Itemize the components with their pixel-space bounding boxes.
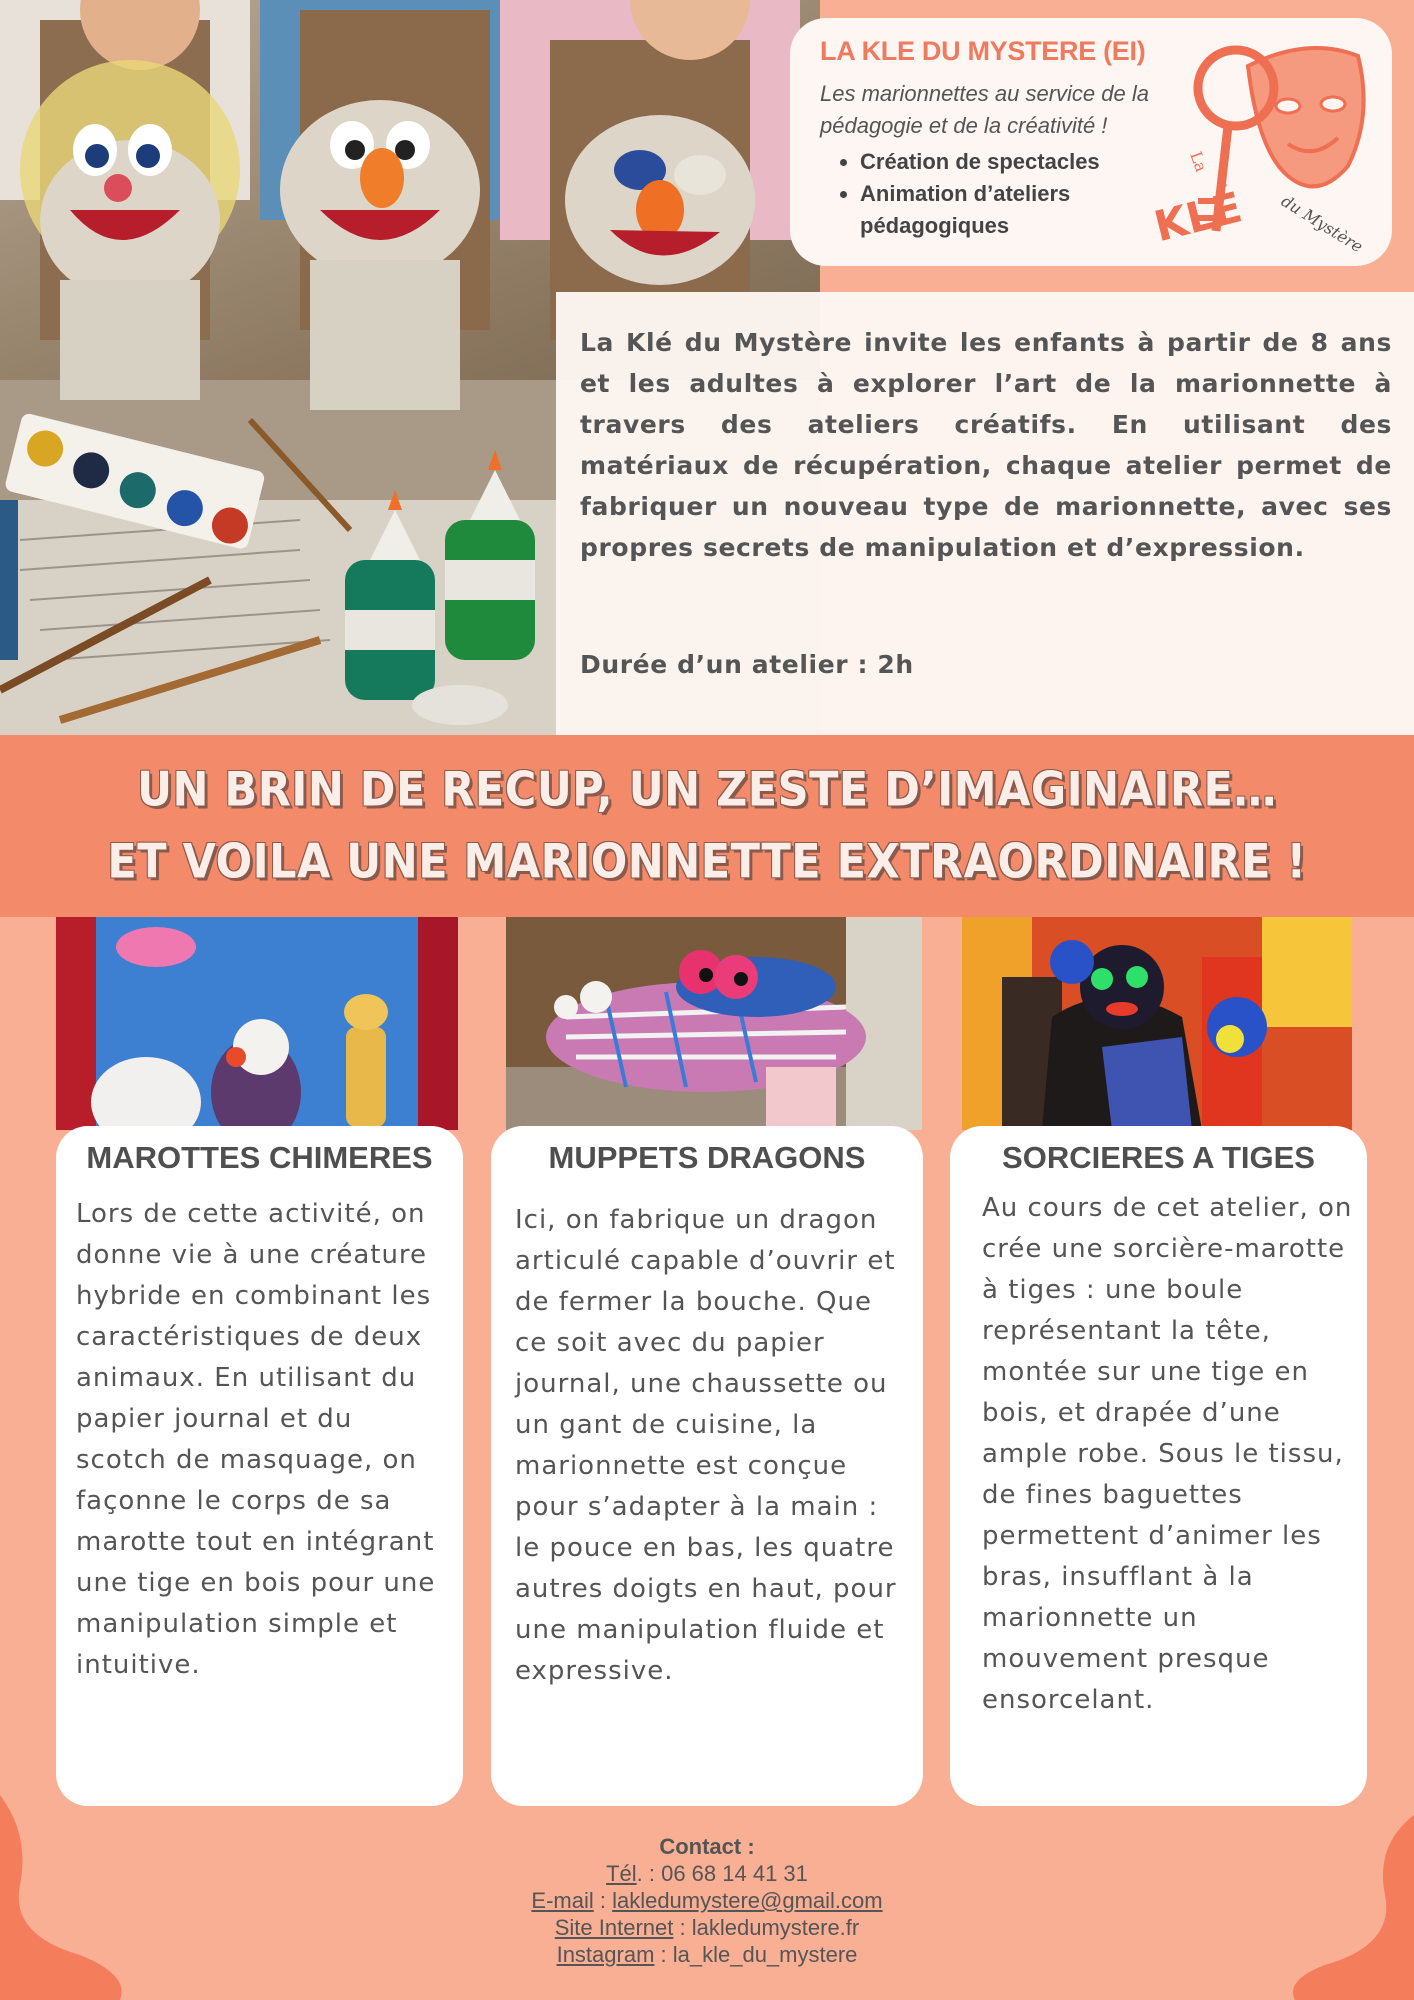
logo-script-text: du Mystère — [1277, 191, 1367, 257]
website-label: Site Internet — [554, 1915, 674, 1940]
slogan-line-2: ET VOILA UNE MARIONNETTE EXTRAORDINAIRE ! — [107, 834, 1307, 890]
email-separator: : — [593, 1888, 613, 1913]
activity-card-marottes — [56, 1126, 463, 1806]
contact-website — [0, 1914, 1414, 1941]
activity-title: SORCIERES A TIGES — [1002, 1140, 1315, 1175]
activity-title: MUPPETS DRAGONS — [548, 1140, 866, 1175]
contact-phone — [0, 1860, 1414, 1887]
slogan-banner — [0, 735, 1414, 917]
phone-label: Tél — [606, 1861, 637, 1886]
activity-card-muppets — [491, 1126, 923, 1806]
email-link[interactable]: lakledumystere@gmail.com — [612, 1888, 883, 1913]
slogan-line-1: UN BRIN DE RECUP, UN ZESTE D’IMAGINAIRE… — [137, 762, 1277, 818]
service-item-workshops: • Animation d’ateliers pédagogiques — [860, 178, 1160, 242]
workshop-duration: Durée d’un atelier : 2h — [580, 650, 914, 679]
activity-card-sorcieres — [950, 1126, 1367, 1806]
instagram-label: Instagram — [556, 1942, 655, 1967]
activity-description: Ici, on fabrique un dragon articulé capable d’ouvrir et de fermer la bouche. Que ce soit avec du papier journal, une chaussette ou un gant de cuisine, la marionnette est conçue pour s’adapter à la main : le pouce en bas, les quatre autres doigts en haut, pour une manipulation fluide et expressive. — [515, 1205, 897, 1686]
brand-card — [790, 18, 1392, 266]
photo-marottes-chimeres — [56, 917, 458, 1130]
logo-letters-la: La — [1186, 148, 1211, 175]
phone-value[interactable]: . : 06 68 14 41 31 — [636, 1861, 808, 1886]
email-label: E-mail — [531, 1888, 594, 1913]
instagram-handle[interactable]: : la_kle_du_mystere — [654, 1942, 858, 1967]
contact-instagram — [0, 1941, 1414, 1968]
services-list — [830, 146, 1160, 242]
intro-panel — [556, 292, 1414, 735]
brand-subtitle: Les marionnettes au service de la pédagogie et de la créativité ! — [820, 81, 1149, 138]
service-item-shows: • Création de spectacles — [860, 146, 1160, 178]
activity-title: MAROTTES CHIMERES — [86, 1140, 433, 1175]
activity-description: Au cours de cet atelier, on crée une sorcière-marotte à tiges : une boule représentant la tête, montée sur une tige en bois, et drapée d’une ample robe. Sous le tissu, de fines baguettes permettent d’animer les bras, insufflant à la marionnette un mouvement presque ensorcelant. — [982, 1193, 1353, 1715]
activity-description: Lors de cette activité, on donne vie à une créature hybride en combinant les caractéristiques de deux animaux. En utilisant du papier journal et du scotch de masquage, on façonne le corps de sa marotte tout en intégrant une tige en bois pour une manipulation simple et intuitive. — [76, 1199, 436, 1680]
contact-email — [0, 1887, 1414, 1914]
logo-letters-kle: KLÉ — [1149, 182, 1247, 252]
intro-text: La Klé du Mystère invite les enfants à partir de 8 ans et les adultes à explorer l’art de la marionnette à travers des ateliers créatifs. En utilisant des matériaux de récupération, chaque atelier permet de fabriquer un nouveau type de marionnette, avec ses propres secrets de manipulation et d’expression. — [580, 328, 1392, 562]
photo-muppets-dragons — [506, 917, 922, 1130]
brand-title: LA KLE DU MYSTERE (EI) — [820, 36, 1146, 66]
contact-block — [0, 1833, 1414, 1968]
photo-sorcieres-a-tiges — [962, 917, 1352, 1130]
website-link[interactable]: : lakledumystere.fr — [673, 1915, 860, 1940]
contact-heading: Contact : — [659, 1834, 755, 1859]
key-mask-logo-icon — [1149, 26, 1378, 260]
